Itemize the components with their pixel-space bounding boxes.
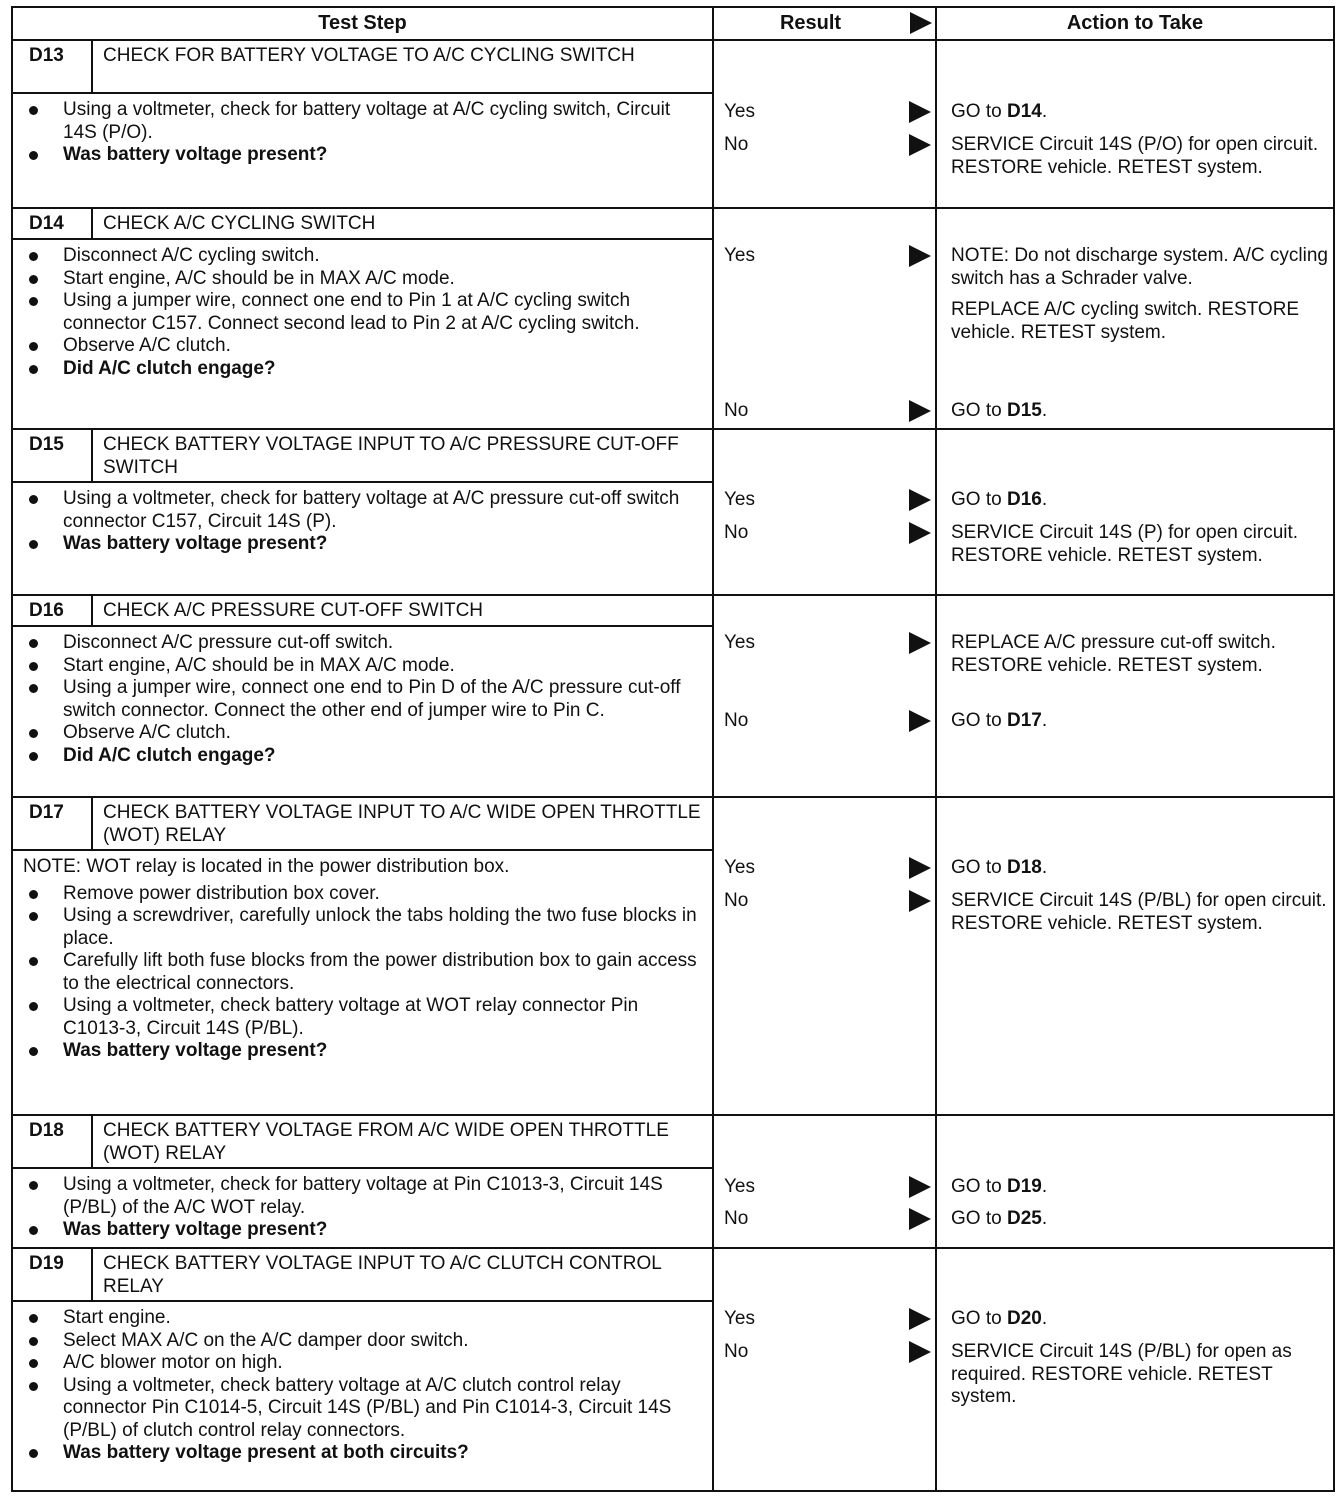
step-id: D18 — [13, 1116, 93, 1167]
step-body — [13, 627, 712, 771]
text: No — [724, 522, 749, 543]
action-no — [951, 400, 1329, 423]
step-id: D16 — [13, 596, 93, 625]
text: GO to — [951, 101, 1007, 122]
header-row — [12, 7, 1334, 40]
step-question: Did A/C clutch engage? — [19, 745, 704, 768]
step-bullet: Disconnect A/C cycling switch. — [19, 245, 704, 268]
step-header — [13, 1249, 712, 1302]
step-title: CHECK A/C CYCLING SWITCH — [103, 213, 376, 234]
action-cell — [936, 595, 1334, 797]
test-step-cell — [12, 40, 713, 208]
step-body — [13, 1302, 712, 1469]
step-id: D15 — [13, 430, 93, 481]
action-no: SERVICE Circuit 14S (P/O) for open circuit. RESTORE vehicle. RETEST system. — [951, 134, 1319, 178]
text: No — [724, 134, 749, 155]
step-body — [13, 1169, 712, 1246]
step-body — [13, 483, 712, 560]
step-bullet: Using a jumper wire, connect one end to Pin 1 at A/C cycling switch connector C157. Connect second lead to Pin 2 at A/C cycling switch. — [19, 290, 704, 335]
result-cell — [713, 208, 936, 429]
result-cell — [713, 429, 936, 595]
text: . — [1041, 857, 1048, 878]
step-header — [13, 430, 712, 483]
text: Yes — [724, 245, 755, 266]
action-no — [951, 710, 1329, 733]
step-id: D13 — [13, 41, 93, 92]
step-bullet: Using a voltmeter, check for battery voltage at A/C cycling switch, Circuit 14S (P/O). — [19, 99, 704, 144]
header-action — [936, 7, 1334, 40]
arrow-right-icon — [909, 522, 931, 544]
step-bullet: Observe A/C clutch. — [19, 335, 704, 358]
step-title: CHECK BATTERY VOLTAGE FROM A/C WIDE OPEN THROTTLE (WOT) RELAY — [103, 1120, 669, 1164]
arrow-right-icon — [909, 632, 931, 654]
test-step-cell — [12, 1115, 713, 1248]
text: Yes — [724, 489, 755, 510]
result-cell — [713, 797, 936, 1115]
action-cell — [936, 429, 1334, 595]
step-row-d16 — [12, 595, 1334, 797]
step-bullet: A/C blower motor on high. — [19, 1352, 704, 1375]
text: No — [724, 400, 749, 421]
header-result-label: Result — [779, 12, 842, 35]
step-title: CHECK BATTERY VOLTAGE INPUT TO A/C WIDE OPEN THROTTLE (WOT) RELAY — [103, 802, 701, 846]
text: GO to — [951, 1176, 1007, 1197]
text: D19 — [1006, 1176, 1042, 1197]
action-cell — [936, 1115, 1334, 1248]
action-cell — [936, 1248, 1334, 1491]
step-bullet: Using a voltmeter, check for battery voltage at Pin C1013-3, Circuit 14S (P/BL) of the A/C WOT relay. — [19, 1174, 704, 1219]
action-yes — [951, 489, 1329, 512]
arrow-right-icon — [909, 890, 931, 912]
action-yes — [951, 245, 1329, 353]
step-row-d13 — [12, 40, 1334, 208]
step-title: CHECK FOR BATTERY VOLTAGE TO A/C CYCLING SWITCH — [103, 45, 635, 66]
arrow-right-icon — [909, 1176, 931, 1198]
result-yes — [724, 489, 933, 513]
action-cell — [936, 797, 1334, 1115]
result-no — [724, 710, 933, 734]
test-step-cell — [12, 1248, 713, 1491]
step-body — [13, 851, 712, 1067]
arrow-right-icon — [909, 400, 931, 422]
text: No — [724, 1208, 749, 1229]
action-no — [951, 1208, 1329, 1231]
text: GO to — [951, 710, 1007, 731]
action-no: SERVICE Circuit 14S (P) for open circuit. RESTORE vehicle. RETEST system. — [951, 522, 1299, 566]
step-row-d15 — [12, 429, 1334, 595]
arrow-right-icon — [909, 1308, 931, 1330]
step-header — [13, 798, 712, 851]
arrow-right-icon — [910, 12, 932, 40]
step-body — [13, 94, 712, 171]
text: D20 — [1006, 1308, 1042, 1329]
test-step-cell — [12, 429, 713, 595]
step-bullet: Disconnect A/C pressure cut-off switch. — [19, 632, 704, 655]
text: Yes — [724, 101, 755, 122]
step-row-d19 — [12, 1248, 1334, 1491]
text: GO to — [951, 489, 1007, 510]
text: Action to Take — [1066, 12, 1204, 35]
step-question: Was battery voltage present? — [19, 1040, 704, 1063]
step-title: CHECK A/C PRESSURE CUT-OFF SWITCH — [103, 600, 484, 621]
result-cell — [713, 595, 936, 797]
step-note: NOTE: WOT relay is located in the power distribution box. — [23, 856, 510, 877]
result-no — [724, 1208, 933, 1232]
result-no — [724, 134, 933, 158]
action-cell — [936, 40, 1334, 208]
text: Yes — [724, 1308, 755, 1329]
action-text: REPLACE A/C cycling switch. RESTORE vehicle. RETEST system. — [951, 299, 1300, 343]
step-bullet: Using a voltmeter, check battery voltage at WOT relay connector Pin C1013-3, Circuit 14S (P/BL). — [19, 995, 704, 1040]
step-title: CHECK BATTERY VOLTAGE INPUT TO A/C PRESSURE CUT-OFF SWITCH — [103, 434, 679, 478]
step-id: D19 — [13, 1249, 93, 1300]
arrow-right-icon — [909, 489, 931, 511]
text: D17 — [1006, 710, 1042, 731]
text: GO to — [951, 857, 1007, 878]
text: . — [1041, 1208, 1048, 1229]
text: . — [1041, 710, 1048, 731]
text: . — [1041, 1308, 1048, 1329]
text: No — [724, 710, 749, 731]
result-yes — [724, 101, 933, 125]
result-cell — [713, 40, 936, 208]
result-no — [724, 522, 933, 546]
action-yes — [951, 857, 1329, 880]
text: GO to — [951, 1308, 1007, 1329]
step-bullet: Using a voltmeter, check battery voltage at A/C clutch control relay connector Pin C1014-5, Circuit 14S (P/BL) and Pin C1014-3, Circuit 14S (P/BL) of clutch control relay connectors. — [19, 1375, 704, 1443]
text: D25 — [1006, 1208, 1042, 1229]
text: No — [724, 890, 749, 911]
arrow-right-icon — [909, 134, 931, 156]
step-row-d17 — [12, 797, 1334, 1115]
step-row-d14 — [12, 208, 1334, 429]
action-yes — [951, 1308, 1329, 1331]
step-header — [13, 209, 712, 240]
text: . — [1041, 489, 1048, 510]
step-bullet: Start engine, A/C should be in MAX A/C mode. — [19, 655, 704, 678]
text: . — [1041, 101, 1048, 122]
result-yes — [724, 857, 933, 881]
arrow-right-icon — [909, 857, 931, 879]
text: Yes — [724, 632, 755, 653]
action-cell — [936, 208, 1334, 429]
header-test-step — [12, 7, 713, 40]
step-bullet: Using a voltmeter, check for battery voltage at A/C pressure cut-off switch connector C157, Circuit 14S (P). — [19, 488, 704, 533]
text: D15 — [1006, 400, 1042, 421]
step-body — [13, 240, 712, 384]
step-question: Was battery voltage present? — [19, 144, 704, 167]
result-no — [724, 1341, 933, 1365]
arrow-right-icon — [909, 1341, 931, 1363]
arrow-right-icon — [909, 245, 931, 267]
text: Test Step — [318, 12, 407, 35]
text: GO to — [951, 1208, 1007, 1229]
text: D14 — [1006, 101, 1042, 122]
step-bullet: Using a jumper wire, connect one end to Pin D of the A/C pressure cut-off switch connector. Connect the other end of jumper wire to Pin C. — [19, 677, 704, 722]
step-question: Was battery voltage present? — [19, 1219, 704, 1242]
step-bullet: Remove power distribution box cover. — [19, 883, 704, 906]
step-header — [13, 596, 712, 627]
text: . — [1041, 400, 1048, 421]
action-no: SERVICE Circuit 14S (P/BL) for open as required. RESTORE vehicle. RETEST system. — [951, 1341, 1292, 1407]
step-bullet: Start engine, A/C should be in MAX A/C mode. — [19, 268, 704, 291]
action-note: NOTE: Do not discharge system. A/C cycling switch has a Schrader valve. — [951, 245, 1328, 289]
result-no — [724, 400, 933, 424]
action-no: SERVICE Circuit 14S (P/BL) for open circuit. RESTORE vehicle. RETEST system. — [951, 890, 1327, 934]
result-yes — [724, 632, 933, 656]
step-header — [13, 1116, 712, 1169]
result-yes — [724, 245, 933, 269]
step-bullet: Using a screwdriver, carefully unlock the tabs holding the two fuse blocks in place. — [19, 905, 704, 950]
step-title: CHECK BATTERY VOLTAGE INPUT TO A/C CLUTCH CONTROL RELAY — [103, 1253, 662, 1297]
text: Yes — [724, 857, 755, 878]
result-cell — [713, 1248, 936, 1491]
test-step-cell — [12, 595, 713, 797]
text: . — [1041, 1176, 1048, 1197]
test-step-cell — [12, 797, 713, 1115]
step-question: Was battery voltage present? — [19, 533, 704, 556]
test-step-cell — [12, 208, 713, 429]
pinpoint-test-table — [11, 6, 1335, 1492]
step-bullet: Select MAX A/C on the A/C damper door switch. — [19, 1330, 704, 1353]
header-result — [713, 7, 936, 40]
step-id: D17 — [13, 798, 93, 849]
step-bullet: Start engine. — [19, 1307, 704, 1330]
result-yes — [724, 1308, 933, 1332]
text: D18 — [1006, 857, 1042, 878]
step-question: Did A/C clutch engage? — [19, 358, 704, 381]
result-no — [724, 890, 933, 914]
step-bullet: Observe A/C clutch. — [19, 722, 704, 745]
step-row-d18 — [12, 1115, 1334, 1248]
arrow-right-icon — [910, 12, 932, 34]
text: No — [724, 1341, 749, 1362]
text: GO to — [951, 400, 1007, 421]
step-header — [13, 41, 712, 94]
arrow-right-icon — [909, 710, 931, 732]
action-yes — [951, 1176, 1329, 1199]
step-id: D14 — [13, 209, 93, 238]
step-bullet: Carefully lift both fuse blocks from the power distribution box to gain access to the electrical connectors. — [19, 950, 704, 995]
step-question: Was battery voltage present at both circuits? — [19, 1442, 704, 1465]
result-cell — [713, 1115, 936, 1248]
arrow-right-icon — [909, 1208, 931, 1230]
action-yes — [951, 101, 1329, 124]
text: D16 — [1006, 489, 1042, 510]
text: Yes — [724, 1176, 755, 1197]
arrow-right-icon — [909, 101, 931, 123]
action-yes: REPLACE A/C pressure cut-off switch. RESTORE vehicle. RETEST system. — [951, 632, 1276, 676]
result-yes — [724, 1176, 933, 1200]
